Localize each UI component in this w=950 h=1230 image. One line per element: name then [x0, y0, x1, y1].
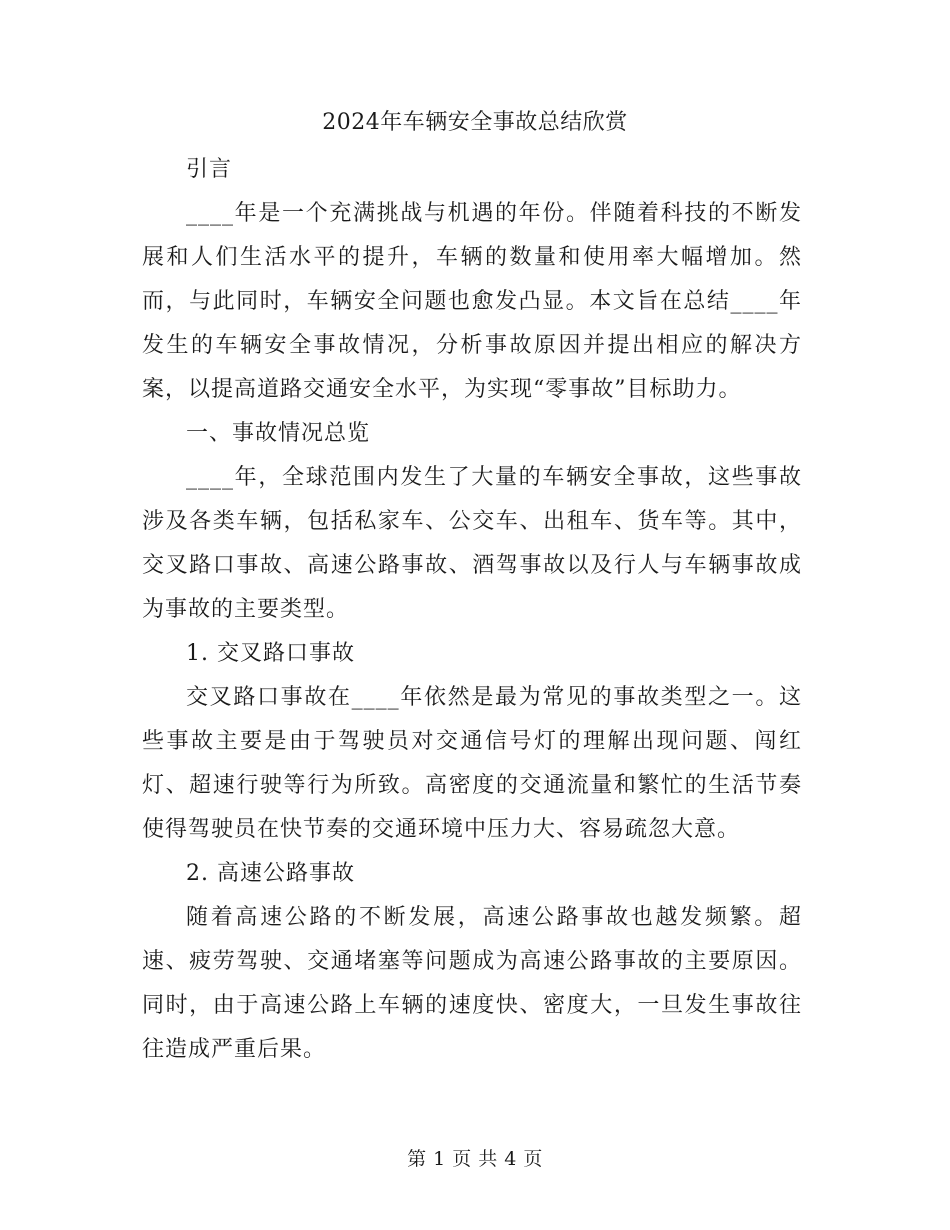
- document-body: [142, 148, 802, 1072]
- subheading-highway-accidents: 2. 高速公路事故: [186, 861, 355, 886]
- section-heading-overview: 一、事故情况总览: [186, 421, 371, 446]
- paragraph-highway-accidents: 随着高速公路的不断发展，高速公路事故也越发频繁。超速、疲劳驾驶、交通堵塞等问题成为高速公路事故的主要原因。同时，由于高速公路上车辆的速度快、密度大，一旦发生事故往往造成严重后果。: [142, 905, 802, 1062]
- section-heading-intro: 引言: [186, 157, 233, 182]
- paragraph-overview: ____年，全球范围内发生了大量的车辆安全事故，这些事故涉及各类车辆，包括私家车、公交车、出租车、货车等。其中，交叉路口事故、高速公路事故、酒驾事故以及行人与车辆事故成为事故的主要类型。: [142, 465, 802, 622]
- page-number-footer: 第 1 页 共 4 页: [407, 1148, 543, 1170]
- paragraph-intro: ____年是一个充满挑战与机遇的年份。伴随着科技的不断发展和人们生活水平的提升，车辆的数量和使用率大幅增加。然而，与此同时，车辆安全问题也愈发凸显。本文旨在总结____年发生的车辆安全事故情况，分析事故原因并提出相应的解决方案，以提高道路交通安全水平，为实现“零事故”目标助力。: [142, 201, 802, 402]
- paragraph-intersection-accidents: 交叉路口事故在____年依然是最为常见的事故类型之一。这些事故主要是由于驾驶员对交通信号灯的理解出现问题、闯红灯、超速行驶等行为所致。高密度的交通流量和繁忙的生活节奏使得驾驶员在快节奏的交通环境中压力大、容易疏忽大意。: [142, 685, 802, 842]
- document-title: 2024年车辆安全事故总结欣赏: [322, 110, 628, 135]
- subheading-intersection-accidents: 1. 交叉路口事故: [186, 641, 355, 666]
